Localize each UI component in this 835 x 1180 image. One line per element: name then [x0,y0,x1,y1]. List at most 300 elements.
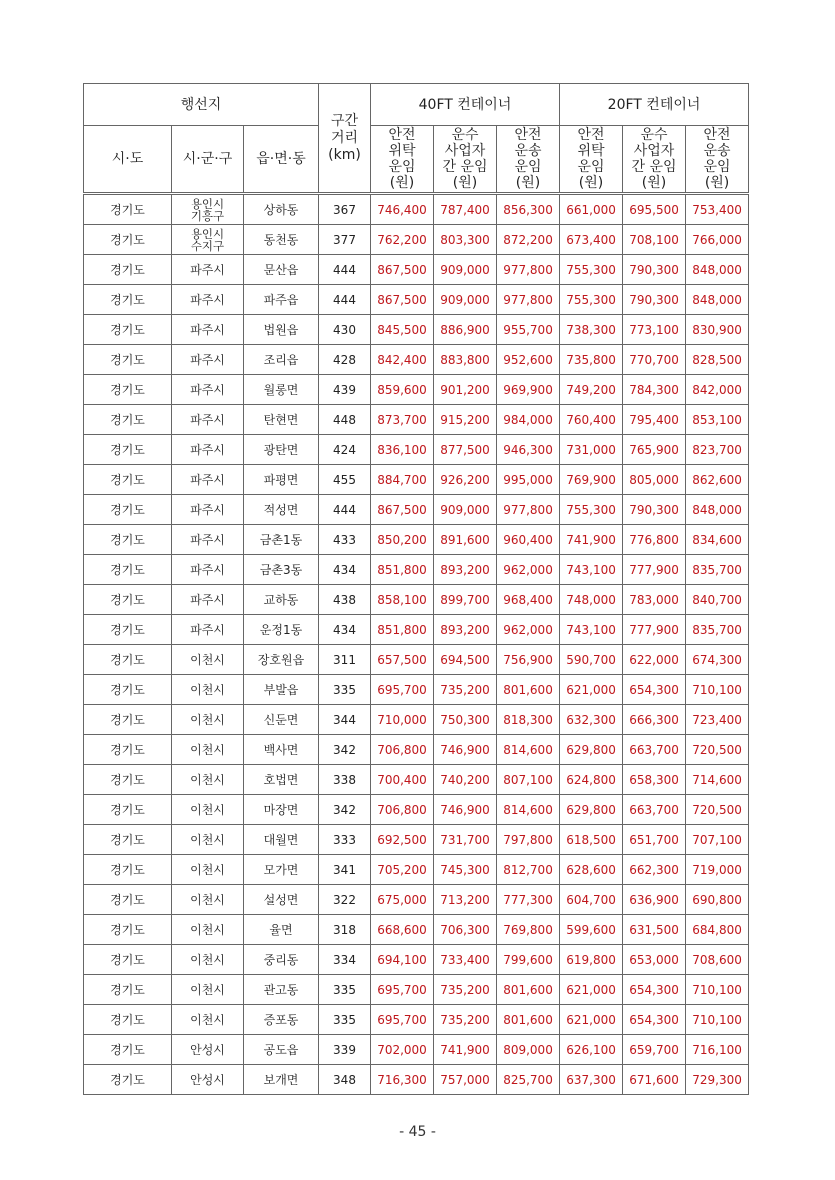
cell-sigungu: 파주시 [172,255,244,285]
cell-40ft-carrier: 926,200 [434,465,497,495]
cell-40ft-safe-consign: 695,700 [371,1005,434,1035]
table-row [84,1035,749,1065]
cell-sido: 경기도 [84,975,172,1005]
cell-20ft-carrier: 776,800 [623,525,686,555]
cell-sido: 경기도 [84,675,172,705]
cell-40ft-safe-consign: 700,400 [371,765,434,795]
cell-40ft-safe-consign: 705,200 [371,855,434,885]
cell-40ft-safe-consign: 859,600 [371,375,434,405]
cell-40ft-safe-consign: 851,800 [371,615,434,645]
cell-distance: 339 [319,1035,371,1065]
cell-sigungu: 이천시 [172,735,244,765]
cell-20ft-carrier: 795,400 [623,405,686,435]
cell-40ft-safe-transport: 856,300 [497,194,560,225]
cell-40ft-safe-transport: 799,600 [497,945,560,975]
cell-20ft-safe-consign: 755,300 [560,495,623,525]
cell-eupmyeondong: 탄현면 [244,405,319,435]
cell-20ft-safe-transport: 848,000 [686,255,749,285]
table-row [84,345,749,375]
cell-eupmyeondong: 신둔면 [244,705,319,735]
cell-distance: 448 [319,405,371,435]
cell-eupmyeondong: 설성면 [244,885,319,915]
cell-40ft-safe-consign: 845,500 [371,315,434,345]
cell-40ft-safe-consign: 873,700 [371,405,434,435]
cell-20ft-safe-transport: 684,800 [686,915,749,945]
cell-20ft-safe-consign: 760,400 [560,405,623,435]
header-eupmyeondong: 읍·면·동 [244,126,319,194]
cell-distance: 335 [319,1005,371,1035]
cell-20ft-safe-transport: 707,100 [686,825,749,855]
cell-20ft-safe-consign: 735,800 [560,345,623,375]
cell-sido: 경기도 [84,1035,172,1065]
cell-20ft-safe-consign: 621,000 [560,975,623,1005]
cell-distance: 318 [319,915,371,945]
table-row [84,465,749,495]
cell-20ft-carrier: 651,700 [623,825,686,855]
cell-40ft-safe-consign: 710,000 [371,705,434,735]
cell-20ft-safe-consign: 628,600 [560,855,623,885]
cell-20ft-safe-consign: 748,000 [560,585,623,615]
cell-sido: 경기도 [84,1005,172,1035]
table-row [84,315,749,345]
table-row [84,975,749,1005]
cell-40ft-safe-consign: 675,000 [371,885,434,915]
cell-20ft-safe-transport: 848,000 [686,495,749,525]
cell-40ft-safe-transport: 946,300 [497,435,560,465]
cell-sido: 경기도 [84,495,172,525]
table-row [84,945,749,975]
cell-40ft-safe-consign: 657,500 [371,645,434,675]
cell-40ft-safe-transport: 818,300 [497,705,560,735]
cell-eupmyeondong: 적성면 [244,495,319,525]
cell-eupmyeondong: 금촌1동 [244,525,319,555]
cell-40ft-safe-transport: 962,000 [497,615,560,645]
cell-40ft-safe-consign: 706,800 [371,795,434,825]
cell-40ft-carrier: 877,500 [434,435,497,465]
cell-sido: 경기도 [84,225,172,255]
cell-20ft-carrier: 805,000 [623,465,686,495]
cell-40ft-carrier: 740,200 [434,765,497,795]
cell-sigungu: 파주시 [172,525,244,555]
page-number: - 45 - [399,1124,436,1140]
cell-20ft-safe-transport: 830,900 [686,315,749,345]
cell-20ft-carrier: 770,700 [623,345,686,375]
header-sido: 시·도 [84,126,172,194]
cell-40ft-carrier: 757,000 [434,1065,497,1095]
cell-40ft-safe-transport: 809,000 [497,1035,560,1065]
cell-40ft-safe-transport: 872,200 [497,225,560,255]
table-row [84,885,749,915]
cell-40ft-carrier: 706,300 [434,915,497,945]
cell-sigungu: 이천시 [172,1005,244,1035]
cell-eupmyeondong: 운정1동 [244,615,319,645]
table-row [84,194,749,225]
cell-sido: 경기도 [84,1065,172,1095]
cell-20ft-carrier: 790,300 [623,495,686,525]
cell-20ft-safe-transport: 708,600 [686,945,749,975]
table-row [84,435,749,465]
cell-40ft-carrier: 886,900 [434,315,497,345]
cell-distance: 338 [319,765,371,795]
cell-40ft-safe-transport: 952,600 [497,345,560,375]
cell-distance: 342 [319,735,371,765]
cell-40ft-safe-transport: 801,600 [497,675,560,705]
cell-20ft-carrier: 695,500 [623,194,686,225]
cell-distance: 434 [319,615,371,645]
cell-20ft-safe-consign: 632,300 [560,705,623,735]
cell-sido: 경기도 [84,315,172,345]
cell-eupmyeondong: 교하동 [244,585,319,615]
table-row [84,1065,749,1095]
cell-sido: 경기도 [84,795,172,825]
cell-distance: 344 [319,705,371,735]
cell-40ft-safe-transport: 977,800 [497,495,560,525]
cell-40ft-carrier: 735,200 [434,1005,497,1035]
cell-20ft-carrier: 790,300 [623,255,686,285]
cell-sigungu: 이천시 [172,675,244,705]
cell-sigungu: 이천시 [172,855,244,885]
cell-eupmyeondong: 부발읍 [244,675,319,705]
cell-20ft-safe-transport: 840,700 [686,585,749,615]
cell-40ft-carrier: 735,200 [434,975,497,1005]
cell-40ft-safe-consign: 842,400 [371,345,434,375]
cell-20ft-safe-consign: 743,100 [560,615,623,645]
cell-40ft-carrier: 741,900 [434,1035,497,1065]
cell-40ft-carrier: 909,000 [434,495,497,525]
cell-eupmyeondong: 금촌3동 [244,555,319,585]
cell-sigungu: 이천시 [172,765,244,795]
cell-20ft-carrier: 622,000 [623,645,686,675]
cell-40ft-carrier: 787,400 [434,194,497,225]
cell-sigungu: 이천시 [172,945,244,975]
cell-eupmyeondong: 조리읍 [244,345,319,375]
cell-20ft-safe-transport: 723,400 [686,705,749,735]
cell-20ft-carrier: 663,700 [623,735,686,765]
cell-20ft-carrier: 654,300 [623,1005,686,1035]
cell-eupmyeondong: 증포동 [244,1005,319,1035]
table-row [84,675,749,705]
cell-sigungu: 이천시 [172,645,244,675]
cell-40ft-safe-transport: 756,900 [497,645,560,675]
cell-sido: 경기도 [84,615,172,645]
cell-20ft-safe-consign: 755,300 [560,255,623,285]
cell-40ft-carrier: 746,900 [434,735,497,765]
cell-20ft-carrier: 666,300 [623,705,686,735]
cell-eupmyeondong: 대월면 [244,825,319,855]
cell-40ft-carrier: 891,600 [434,525,497,555]
table-row [84,615,749,645]
cell-sido: 경기도 [84,345,172,375]
cell-20ft-safe-transport: 716,100 [686,1035,749,1065]
header-20ft-carrier: 운수 사업자 간 운임 (원) [623,126,686,194]
cell-distance: 455 [319,465,371,495]
rate-table-body [84,194,749,1095]
cell-20ft-safe-consign: 604,700 [560,885,623,915]
table-row [84,585,749,615]
table-row [84,825,749,855]
cell-20ft-safe-transport: 828,500 [686,345,749,375]
cell-20ft-safe-transport: 835,700 [686,555,749,585]
cell-20ft-safe-transport: 862,600 [686,465,749,495]
cell-distance: 341 [319,855,371,885]
table-row [84,405,749,435]
cell-20ft-safe-transport: 766,000 [686,225,749,255]
cell-distance: 439 [319,375,371,405]
cell-20ft-safe-transport: 835,700 [686,615,749,645]
cell-eupmyeondong: 법원읍 [244,315,319,345]
cell-sido: 경기도 [84,255,172,285]
cell-40ft-carrier: 713,200 [434,885,497,915]
cell-20ft-carrier: 631,500 [623,915,686,945]
cell-eupmyeondong: 파주읍 [244,285,319,315]
header-40ft-container: 40FT 컨테이너 [371,84,560,126]
table-row [84,915,749,945]
cell-sigungu: 파주시 [172,315,244,345]
cell-40ft-safe-consign: 884,700 [371,465,434,495]
cell-sigungu: 파주시 [172,345,244,375]
cell-sido: 경기도 [84,585,172,615]
cell-distance: 311 [319,645,371,675]
cell-distance: 433 [319,525,371,555]
cell-sigungu: 파주시 [172,555,244,585]
cell-40ft-safe-transport: 962,000 [497,555,560,585]
cell-20ft-carrier: 663,700 [623,795,686,825]
cell-40ft-safe-consign: 762,200 [371,225,434,255]
cell-eupmyeondong: 모가면 [244,855,319,885]
cell-20ft-safe-consign: 624,800 [560,765,623,795]
header-20ft-safe-consign: 안전 위탁 운임 (원) [560,126,623,194]
cell-distance: 322 [319,885,371,915]
cell-sido: 경기도 [84,645,172,675]
table-row [84,525,749,555]
cell-distance: 335 [319,975,371,1005]
cell-20ft-safe-consign: 769,900 [560,465,623,495]
cell-40ft-safe-consign: 695,700 [371,675,434,705]
header-20ft-container: 20FT 컨테이너 [560,84,749,126]
cell-40ft-safe-transport: 814,600 [497,795,560,825]
cell-sigungu: 이천시 [172,975,244,1005]
cell-eupmyeondong: 장호원읍 [244,645,319,675]
cell-20ft-safe-transport: 720,500 [686,795,749,825]
cell-20ft-carrier: 659,700 [623,1035,686,1065]
cell-40ft-safe-consign: 668,600 [371,915,434,945]
cell-40ft-safe-transport: 955,700 [497,315,560,345]
cell-sido: 경기도 [84,375,172,405]
cell-20ft-safe-consign: 673,400 [560,225,623,255]
cell-20ft-safe-consign: 749,200 [560,375,623,405]
cell-40ft-safe-transport: 825,700 [497,1065,560,1095]
cell-40ft-safe-transport: 797,800 [497,825,560,855]
cell-distance: 335 [319,675,371,705]
header-40ft-safe-transport: 안전 운송 운임 (원) [497,126,560,194]
cell-sido: 경기도 [84,855,172,885]
table-row [84,1005,749,1035]
freight-rate-table [83,83,749,1095]
cell-40ft-carrier: 915,200 [434,405,497,435]
cell-sigungu: 파주시 [172,285,244,315]
cell-40ft-safe-consign: 706,800 [371,735,434,765]
cell-20ft-safe-transport: 710,100 [686,675,749,705]
cell-40ft-carrier: 883,800 [434,345,497,375]
table-row [84,735,749,765]
cell-sido: 경기도 [84,405,172,435]
cell-40ft-safe-transport: 801,600 [497,975,560,1005]
cell-distance: 430 [319,315,371,345]
header-20ft-safe-transport: 안전 운송 운임 (원) [686,126,749,194]
table-row [84,255,749,285]
cell-eupmyeondong: 공도읍 [244,1035,319,1065]
cell-40ft-carrier: 893,200 [434,615,497,645]
cell-20ft-carrier: 662,300 [623,855,686,885]
cell-40ft-safe-transport: 960,400 [497,525,560,555]
cell-distance: 342 [319,795,371,825]
cell-40ft-safe-consign: 716,300 [371,1065,434,1095]
cell-sido: 경기도 [84,525,172,555]
cell-eupmyeondong: 중리동 [244,945,319,975]
cell-20ft-safe-transport: 710,100 [686,975,749,1005]
cell-sido: 경기도 [84,194,172,225]
cell-40ft-carrier: 750,300 [434,705,497,735]
cell-20ft-safe-consign: 755,300 [560,285,623,315]
cell-sido: 경기도 [84,555,172,585]
cell-sido: 경기도 [84,735,172,765]
cell-40ft-safe-consign: 867,500 [371,495,434,525]
cell-sido: 경기도 [84,285,172,315]
cell-40ft-safe-consign: 851,800 [371,555,434,585]
cell-20ft-safe-consign: 618,500 [560,825,623,855]
cell-sigungu: 용인시 기흥구 [172,194,244,225]
cell-20ft-carrier: 790,300 [623,285,686,315]
cell-20ft-safe-consign: 661,000 [560,194,623,225]
cell-40ft-carrier: 745,300 [434,855,497,885]
cell-40ft-safe-consign: 850,200 [371,525,434,555]
cell-eupmyeondong: 호법면 [244,765,319,795]
header-40ft-safe-consign: 안전 위탁 운임 (원) [371,126,434,194]
cell-20ft-safe-consign: 637,300 [560,1065,623,1095]
cell-40ft-safe-consign: 692,500 [371,825,434,855]
cell-sigungu: 파주시 [172,495,244,525]
cell-sigungu: 파주시 [172,405,244,435]
cell-20ft-safe-consign: 621,000 [560,1005,623,1035]
cell-distance: 367 [319,194,371,225]
cell-sido: 경기도 [84,825,172,855]
cell-20ft-carrier: 654,300 [623,675,686,705]
cell-sigungu: 파주시 [172,435,244,465]
header-region: 행선지 [84,84,319,126]
cell-20ft-carrier: 777,900 [623,615,686,645]
cell-20ft-safe-transport: 674,300 [686,645,749,675]
header-distance: 구간 거리 (km) [319,84,371,194]
cell-distance: 444 [319,285,371,315]
cell-40ft-carrier: 909,000 [434,285,497,315]
table-row [84,375,749,405]
cell-eupmyeondong: 마장면 [244,795,319,825]
cell-20ft-carrier: 777,900 [623,555,686,585]
cell-40ft-safe-consign: 867,500 [371,285,434,315]
cell-20ft-carrier: 773,100 [623,315,686,345]
cell-sido: 경기도 [84,435,172,465]
cell-40ft-safe-consign: 858,100 [371,585,434,615]
table-row [84,555,749,585]
cell-20ft-safe-transport: 753,400 [686,194,749,225]
cell-distance: 377 [319,225,371,255]
cell-eupmyeondong: 동천동 [244,225,319,255]
cell-distance: 348 [319,1065,371,1095]
table-row [84,705,749,735]
cell-40ft-carrier: 909,000 [434,255,497,285]
cell-40ft-safe-transport: 977,800 [497,285,560,315]
cell-40ft-safe-consign: 867,500 [371,255,434,285]
cell-sido: 경기도 [84,945,172,975]
cell-20ft-carrier: 671,600 [623,1065,686,1095]
cell-20ft-safe-transport: 690,800 [686,885,749,915]
cell-20ft-safe-consign: 619,800 [560,945,623,975]
cell-40ft-safe-transport: 977,800 [497,255,560,285]
cell-distance: 424 [319,435,371,465]
cell-distance: 444 [319,495,371,525]
cell-40ft-carrier: 694,500 [434,645,497,675]
cell-40ft-safe-transport: 984,000 [497,405,560,435]
cell-20ft-safe-consign: 741,900 [560,525,623,555]
cell-20ft-safe-consign: 629,800 [560,795,623,825]
cell-20ft-safe-transport: 842,000 [686,375,749,405]
cell-20ft-carrier: 653,000 [623,945,686,975]
cell-20ft-safe-transport: 729,300 [686,1065,749,1095]
cell-20ft-safe-consign: 743,100 [560,555,623,585]
cell-sido: 경기도 [84,885,172,915]
cell-40ft-carrier: 731,700 [434,825,497,855]
cell-20ft-safe-consign: 590,700 [560,645,623,675]
cell-20ft-carrier: 658,300 [623,765,686,795]
cell-distance: 444 [319,255,371,285]
cell-sigungu: 이천시 [172,795,244,825]
cell-20ft-carrier: 654,300 [623,975,686,1005]
cell-40ft-carrier: 803,300 [434,225,497,255]
cell-20ft-carrier: 784,300 [623,375,686,405]
cell-40ft-safe-consign: 695,700 [371,975,434,1005]
cell-20ft-safe-consign: 738,300 [560,315,623,345]
cell-40ft-safe-transport: 807,100 [497,765,560,795]
table-row [84,225,749,255]
cell-20ft-safe-consign: 599,600 [560,915,623,945]
cell-sigungu: 파주시 [172,375,244,405]
header-40ft-carrier: 운수 사업자 간 운임 (원) [434,126,497,194]
cell-20ft-carrier: 783,000 [623,585,686,615]
cell-20ft-safe-transport: 719,000 [686,855,749,885]
cell-eupmyeondong: 보개면 [244,1065,319,1095]
cell-20ft-safe-transport: 823,700 [686,435,749,465]
cell-sigungu: 용인시 수지구 [172,225,244,255]
header-sigungu: 시·군·구 [172,126,244,194]
cell-40ft-safe-transport: 812,700 [497,855,560,885]
cell-40ft-safe-transport: 968,400 [497,585,560,615]
cell-40ft-safe-consign: 836,100 [371,435,434,465]
cell-20ft-carrier: 708,100 [623,225,686,255]
cell-20ft-safe-transport: 848,000 [686,285,749,315]
cell-sigungu: 이천시 [172,915,244,945]
cell-40ft-carrier: 899,700 [434,585,497,615]
cell-20ft-safe-consign: 731,000 [560,435,623,465]
cell-eupmyeondong: 율면 [244,915,319,945]
cell-eupmyeondong: 광탄면 [244,435,319,465]
cell-40ft-safe-transport: 814,600 [497,735,560,765]
cell-20ft-carrier: 636,900 [623,885,686,915]
table-row [84,645,749,675]
cell-20ft-carrier: 765,900 [623,435,686,465]
cell-sigungu: 이천시 [172,885,244,915]
cell-40ft-safe-transport: 969,900 [497,375,560,405]
cell-20ft-safe-consign: 629,800 [560,735,623,765]
